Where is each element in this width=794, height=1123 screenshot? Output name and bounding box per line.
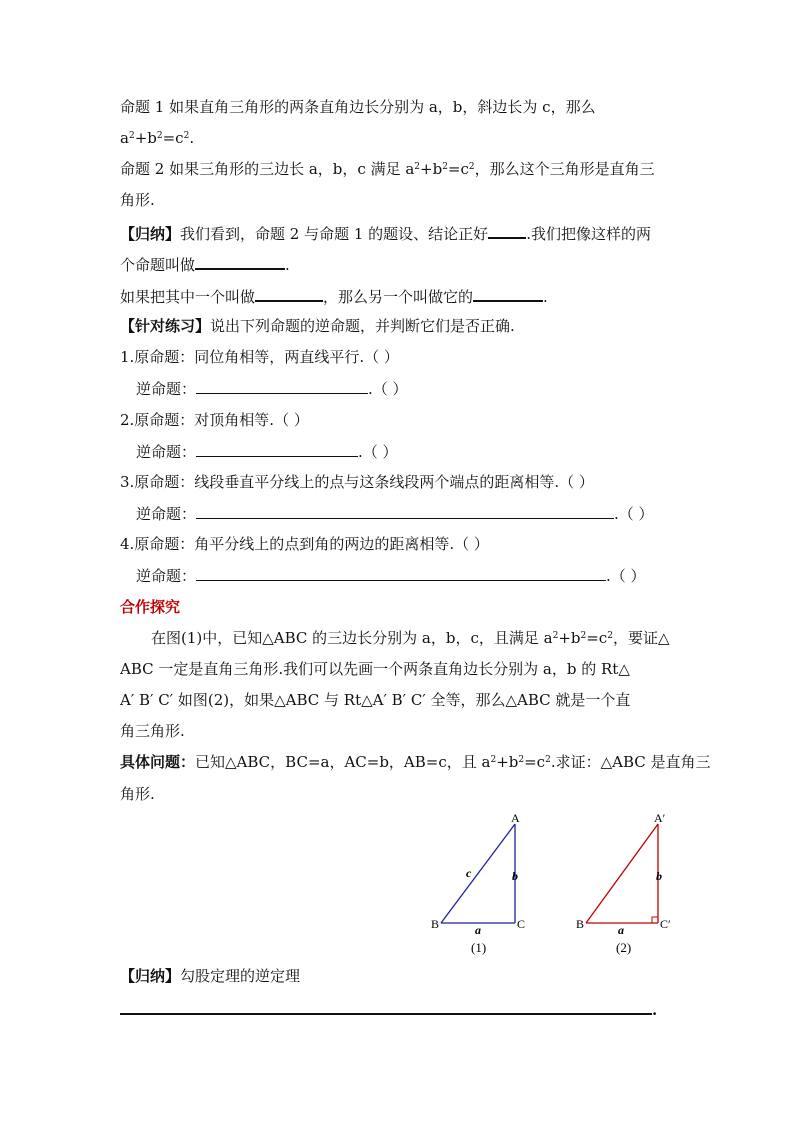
cooperation-line-1: 在图(1)中，已知△ABC 的三边长分别为 a，b，c，且满足 $a^2+b^2=c^2$，要证△ bbox=[151, 629, 670, 647]
practice-item-1: 1.原命题：同位角相等，两直线平行.（ ） bbox=[120, 348, 399, 366]
inverse-blank-4[interactable] bbox=[196, 565, 606, 581]
cooperation-line-4: 角三角形. bbox=[120, 722, 185, 740]
fill-blank-1[interactable] bbox=[488, 222, 526, 239]
triangle-figure-1 bbox=[425, 810, 535, 960]
practice-item-3-inverse: 逆命题： .（ ） bbox=[136, 505, 654, 523]
fig1-side-c bbox=[441, 824, 515, 923]
practice-item-4: 4.原命题：角平分线上的点到角的两边的距离相等.（ ） bbox=[120, 535, 489, 553]
inverse-blank-2[interactable] bbox=[196, 441, 358, 457]
fig1-label-C: C bbox=[517, 917, 526, 931]
fig2-label-a: a bbox=[618, 923, 624, 937]
cooperation-line-3: A′ B′ C′ 如图(2)，如果△ABC 与 Rt△A′ B′ C′ 全等，那么△ABC 就是一个直 bbox=[120, 691, 631, 709]
fig1-caption: (1) bbox=[471, 940, 487, 955]
summary-1-cont2: 如果把其中一个叫做 ，那么另一个叫做它的 . bbox=[120, 285, 548, 307]
fig1-label-a: a bbox=[475, 923, 481, 937]
fill-blank-3[interactable] bbox=[255, 285, 323, 302]
right-angle-mark bbox=[652, 917, 658, 923]
fig2-label-b: b bbox=[656, 869, 662, 883]
fig2-label-A: A′ bbox=[654, 811, 666, 825]
fill-blank-2[interactable] bbox=[195, 253, 285, 270]
fig2-hypotenuse bbox=[586, 824, 658, 923]
fill-blank-4[interactable] bbox=[473, 285, 543, 302]
proposition-2-cont: 角形. bbox=[120, 191, 155, 209]
theorem-answer-blank[interactable] bbox=[120, 998, 652, 1015]
fig1-label-c: c bbox=[466, 866, 472, 880]
practice-item-2-inverse: 逆命题： .（ ） bbox=[136, 443, 398, 461]
summary-tag: 【归纳】 bbox=[120, 225, 181, 243]
fig2-label-B: B bbox=[576, 917, 585, 931]
proposition-1-formula: $a^2+b^2=c^2$. bbox=[120, 129, 195, 147]
practice-item-1-inverse: 逆命题： .（ ） bbox=[136, 380, 408, 398]
practice-item-2: 2.原命题：对顶角相等.（ ） bbox=[120, 411, 309, 429]
problem-line-1: 具体问题：已知△ABC，BC=a，AC=b，AB=c，且 $a^2+b^2=c^2$.求证：△ABC 是直角三 bbox=[120, 753, 711, 771]
proposition-1: 命题 1 如果直角三角形的两条直角边长分别为 a，b，斜边长为 c，那么 bbox=[120, 98, 596, 116]
summary-2-blank-line: . bbox=[120, 998, 657, 1020]
fig2-label-C: C′ bbox=[660, 917, 671, 931]
proposition-2: 命题 2 如果三角形的三边长 a，b，c 满足 $a^2+b^2=c^2$，那么这个三角形是直角三 bbox=[120, 160, 655, 178]
fig1-label-b: b bbox=[512, 869, 518, 883]
fig1-label-A: A bbox=[511, 811, 520, 825]
fig1-label-B: B bbox=[431, 917, 440, 931]
inverse-blank-1[interactable] bbox=[196, 378, 368, 394]
fig2-caption: (2) bbox=[616, 940, 632, 955]
inverse-blank-3[interactable] bbox=[196, 503, 614, 519]
triangle-figure-2 bbox=[572, 810, 682, 960]
cooperation-line-2: ABC 一定是直角三角形.我们可以先画一个两条直角边长分别为 a，b 的 Rt△ bbox=[120, 660, 630, 678]
practice-item-3: 3.原命题：线段垂直平分线上的点与这条线段两个端点的距离相等.（ ） bbox=[120, 473, 594, 491]
summary-1-cont: 个命题叫做 . bbox=[120, 253, 290, 275]
summary-1: 【归纳】我们看到，命题 2 与命题 1 的题设、结论正好 .我们把像这样的两 bbox=[120, 222, 651, 244]
problem-line-2: 角形. bbox=[120, 785, 155, 803]
summary-2: 【归纳】勾股定理的逆定理 bbox=[120, 967, 301, 985]
practice-item-4-inverse: 逆命题： .（ ） bbox=[136, 567, 646, 585]
cooperation-title: 合作探究 bbox=[120, 598, 181, 616]
practice-heading: 【针对练习】说出下列命题的逆命题，并判断它们是否正确. bbox=[120, 317, 515, 335]
